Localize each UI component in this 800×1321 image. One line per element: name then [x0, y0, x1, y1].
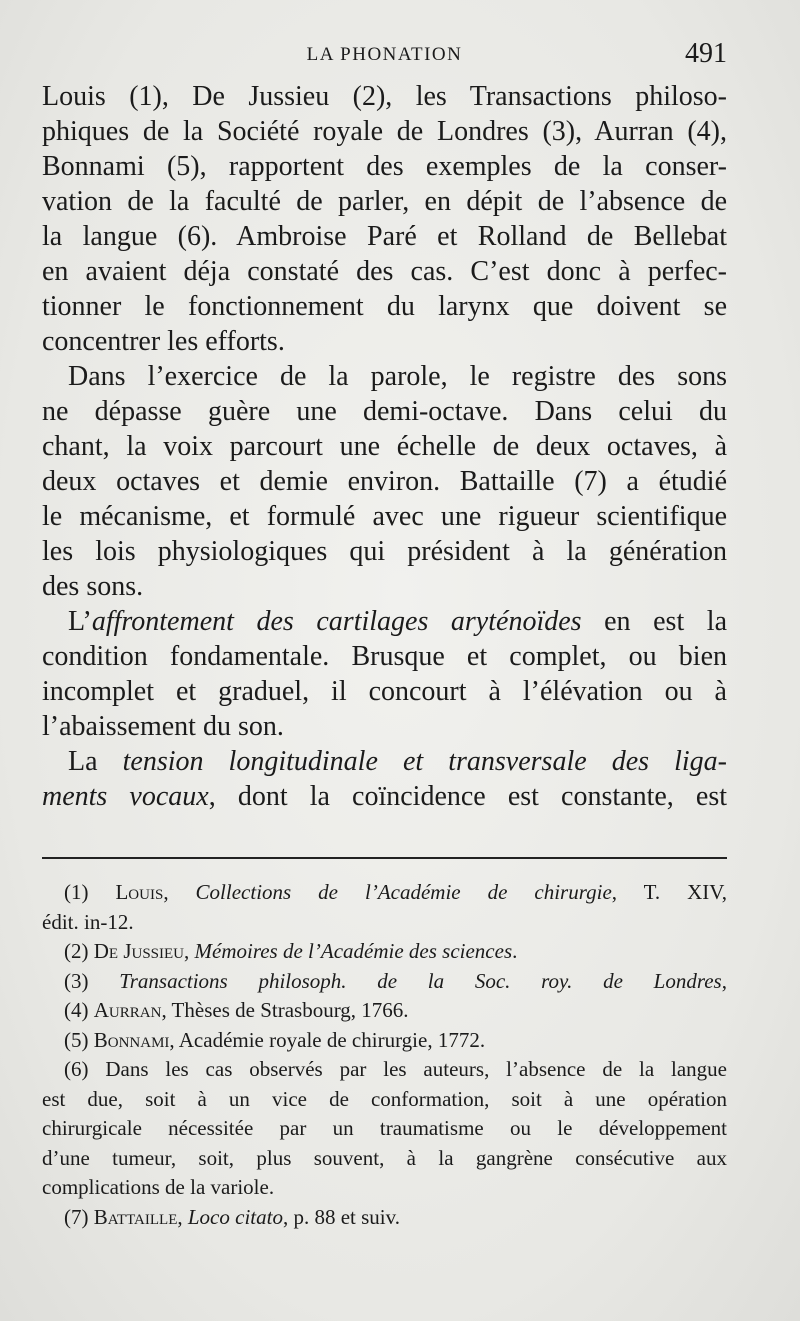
text-line: incomplet et graduel, il concourt à l’élévation ou à	[42, 676, 727, 707]
text-line: en avaient déja constaté des cas. C’est donc à perfec-	[42, 256, 727, 287]
footnote-number: (4)	[64, 998, 94, 1022]
text-line: deux octaves et demie environ. Battaille (7) a étudié	[42, 466, 727, 497]
footnote-5	[42, 1026, 727, 1056]
footnote-title: Transactions philosoph. de la Soc. roy. de Londres	[119, 968, 722, 993]
text-line	[42, 604, 727, 639]
page-header	[42, 40, 727, 72]
page-number: 491	[685, 38, 727, 69]
text-span: L’	[68, 606, 92, 637]
text-line: l’abaissement du son.	[42, 711, 284, 742]
footnote-7	[42, 1203, 727, 1233]
footnote-number: (7)	[64, 1204, 94, 1229]
text-span: ,	[177, 1204, 188, 1229]
text-line: condition fondamentale. Brusque et complet, ou bien	[42, 641, 727, 672]
text-span: ,	[184, 939, 195, 963]
footnote-6-continued: est due, soit à un vice de conformation, soit à une opération	[42, 1086, 727, 1111]
footnote-3	[42, 967, 727, 997]
text-line: ne dépasse guère une demi-octave. Dans celui du	[42, 396, 727, 427]
footnote-6: (6) Dans les cas observés par les auteurs, l’absence de la langue	[64, 1057, 727, 1081]
italic-phrase: ments vocaux	[42, 781, 209, 812]
text-line: le mécanisme, et formulé avec une rigueur scientifique	[42, 501, 727, 532]
text-line	[42, 779, 727, 814]
text-span: , T. XIV,	[611, 880, 727, 904]
footnote-6-continued: d’une tumeur, soit, plus souvent, à la gangrène consécutive aux	[42, 1145, 727, 1170]
text-span: ,	[163, 880, 196, 904]
italic-phrase: affrontement des cartilages aryténoïdes	[91, 606, 582, 637]
text-line	[42, 744, 727, 779]
text-span: , Thèses de Strasbourg, 1766.	[161, 998, 409, 1022]
footnote-author: Aurran	[93, 998, 162, 1022]
footnote-6-continued: complications de la variole.	[42, 1175, 275, 1199]
footnote-rule	[42, 857, 727, 859]
footnote-2	[42, 937, 727, 967]
footnote-author: Bonnami	[93, 1027, 170, 1052]
text-line: phiques de la Société royale de Londres (3), Aurran (4),	[42, 116, 727, 147]
running-title: LA PHONATION	[306, 44, 463, 65]
footnote-4	[42, 996, 727, 1026]
footnote-author: Louis	[115, 880, 164, 904]
footnote-author: De Jussieu	[93, 939, 185, 963]
footnote-title: Mémoires de l’Académie des sciences	[194, 939, 513, 963]
text-span: La	[68, 746, 123, 777]
footnote-title: Loco citato	[187, 1204, 283, 1229]
text-line: les lois physiologiques qui président à la génération	[42, 536, 727, 567]
footnote-title: Collections de l’Académie de chirurgie	[195, 880, 612, 904]
italic-phrase: tension longitudinale et transversale des liga-	[122, 746, 727, 777]
footnote-author: Battaille	[93, 1204, 178, 1229]
footnote-6-continued: chirurgicale nécessitée par un traumatisme ou le développement	[42, 1116, 727, 1140]
main-text	[42, 79, 727, 814]
text-line: des sons.	[42, 571, 144, 602]
footnote-number: (5)	[64, 1027, 94, 1052]
footnotes	[42, 878, 727, 1232]
footnote-number: (2)	[64, 939, 94, 963]
text-line: Dans l’exercice de la parole, le registre des sons	[68, 361, 727, 392]
text-line: tionner le fonctionnement du larynx que doivent se	[42, 291, 727, 322]
text-span: .	[512, 939, 518, 963]
text-span: , Académie royale de chirurgie, 1772.	[169, 1027, 486, 1052]
text-line: concentrer les efforts.	[42, 326, 285, 357]
text-line: Louis (1), De Jussieu (2), les Transactions philoso-	[42, 81, 727, 112]
footnote-number: (1)	[64, 880, 116, 904]
text-line: Bonnami (5), rapportent des exemples de la conser-	[42, 151, 727, 182]
footnote-1	[42, 878, 727, 908]
text-span: en est la	[581, 606, 727, 637]
footnote-1-continued: édit. in-12.	[42, 909, 134, 934]
text-span: , p. 88 et suiv.	[282, 1204, 401, 1229]
text-line: chant, la voix parcourt une échelle de deux octaves, à	[42, 431, 727, 462]
footnote-number: (3)	[64, 968, 120, 993]
text-line: vation de la faculté de parler, en dépit de l’absence de	[42, 186, 727, 217]
text-span: ,	[721, 968, 727, 993]
text-line: la langue (6). Ambroise Paré et Rolland de Bellebat	[42, 221, 727, 252]
text-span: , dont la coïncidence est constante, est	[208, 781, 727, 812]
